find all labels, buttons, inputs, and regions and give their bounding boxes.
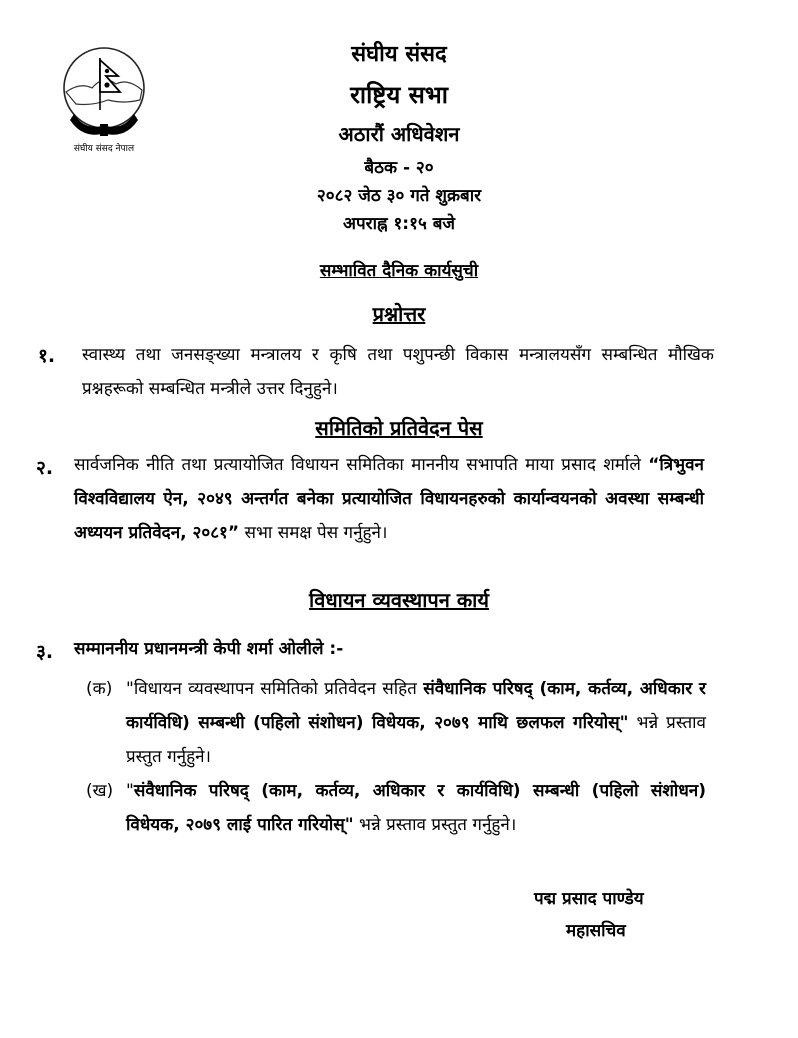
item-3b-post: भन्ने प्रस्ताव प्रस्तुत गर्नुहुने। [353,815,517,835]
header-session: अठारौं अधिवेशन [338,122,460,146]
item-1-text: स्वास्थ्य तथा जनसङ्ख्या मन्त्रालय र कृषि तथा पशुपन्छी विकास मन्त्रालयसँग सम्बन्धित मौखिक प्रश्नहरूको सम्बन्धित मन्त्रीले उत्तर दिनुहुने। [82,345,714,399]
item-number-3: ३. [36,641,54,663]
header-federal-parliament: संघीय संसद [351,42,447,67]
item-3a-text [126,672,706,774]
item-number-1: १. [38,345,56,367]
item-3b-label: (ख) [86,781,114,801]
item-3b-pre: " [126,781,134,801]
item-3a-label: (क) [86,679,113,699]
emblem-caption: संघीय संसद नेपाल [73,144,135,154]
item-2-pre: सार्वजनिक नीति तथा प्रत्यायोजित विधायन समितिका माननीय सभापति माया प्रसाद शर्माले [74,455,649,475]
item-3b-bill: संवैधानिक परिषद् (काम, कर्तव्य, अधिकार र कार्यविधि) सम्बन्धी (पहिलो संशोधन) विधेयक, २०७९ लाई पारित गरियोस्" [126,781,706,835]
signatory-name: पद्म प्रसाद पाण्डेय [534,889,644,909]
header-national-assembly: राष्ट्रिय सभा [350,81,448,109]
item-3b-text [126,774,706,842]
item-2-text [74,448,704,550]
item-3-text: सम्माननीय प्रधानमन्त्री केपी शर्मा ओलीले :- [74,639,344,659]
agenda-title: सम्भावित दैनिक कार्यसुची [319,261,479,281]
item-number-2: २. [36,457,54,479]
signatory-title: महासचिव [566,921,626,941]
header-meeting: बैठक - २० [364,158,434,178]
item-3a-bill: संवैधानिक परिषद् (काम, कर्तव्य, अधिकार र कार्यविधि) सम्बन्धी (पहिलो संशोधन) विधेयक, २०७९ माथि छलफल गरियोस्" [126,679,706,733]
item-2-post: सभा समक्ष पेस गर्नुहुने। [239,523,388,543]
section-title-questions: प्रश्नोत्तर [372,302,426,326]
item-3a-post: भन्ने प्रस्ताव प्रस्तुत गर्नुहुने। [126,713,707,767]
section-title-committee-report: समितिको प्रतिवेदन पेस [315,416,483,440]
header-time: अपराह्न १:१५ बजे [342,214,456,234]
header-date: २०८२ जेठ ३० गते शुक्रबार [316,186,482,206]
section-title-legislation: विधायन व्यवस्थापन कार्य [309,588,489,612]
item-3a-pre: "विधायन व्यवस्थापन समितिको प्रतिवेदन सहित [126,679,424,699]
item-2-report-title: “त्रिभुवन विश्वविद्यालय ऐन, २०४९ अन्तर्गत बनेका प्रत्यायोजित विधायनहरुको कार्यान्वयनको अवस्था सम्बन्धी अध्ययन प्रतिवेदन, २०८१” [74,455,704,543]
